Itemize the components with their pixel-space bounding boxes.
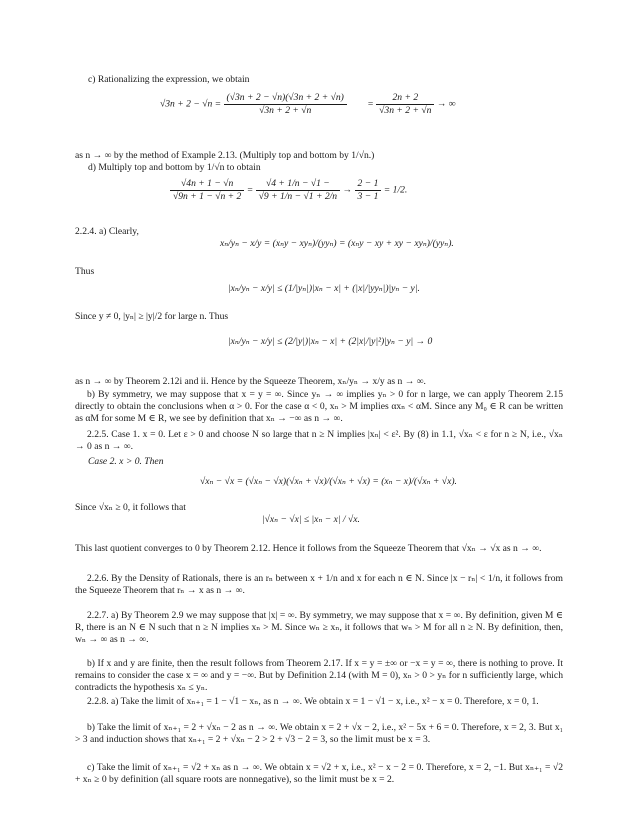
part-c-right-fraction: $\frac{2n + 2}{√3n + 2 + √n}$	[376, 92, 434, 117]
exercise-2-2-7-part-a: 2.2.7. a) By Theorem 2.9 we may suppose that |x| = ∞. By symmetry, we may suppose that x = ∞. By definition, given M ∈ R, there is an N ∈ N such that n ≥ N implies xₙ > M. Since wₙ ≥ xₙ, it follows that wₙ > M for all n ≥ N. By definition, then, wₙ → ∞ as n → ∞.	[75, 610, 563, 645]
part-d-intro: d) Multiply top and bottom by 1/√n to obtain	[88, 162, 261, 173]
part-c-middle-fraction: $\frac{(√3n + 2 - √n)(√3n + 2 + √n)}{√3n + 2 + √n}$	[224, 92, 347, 117]
exercise-2-2-5-case1: 2.2.5. Case 1. x = 0. Let ε > 0 and choose N so large that n ≥ N implies |xₙ| < ε². By (8) in 1.1, √xₙ < ε for n ≥ N, i.e., √xₙ → 0 as n → ∞.	[75, 429, 563, 452]
exercise-2-2-4-part-b: b) By symmetry, we may suppose that x = y = ∞. Since yₙ → ∞ implies yₙ > 0 for n large, we can apply Theorem 2.15 directly to obtain the conclusions when α > 0. For the case α < 0, xₙ > M implies αxₙ < αM. Since any M₀ ∈ R can be written as αM for some M ∈ R, we see by definition that xₙ → −∞ as n → ∞.	[75, 389, 563, 424]
part-c-after: as n → ∞ by the method of Example 2.13. (Multiply top and bottom by 1/√n.)	[75, 150, 375, 161]
exercise-2-2-8-part-c: c) Take the limit of xₙ₊₁ = √2 + xₙ as n → ∞. We obtain x = √2 + x, i.e., x² − x − 2 = 0. Therefore, x = 2, −1. But xₙ₊₁ = √2 + xₙ ≥ 0 by definition (all square roots are nonnegative), so the limit must be x = 2.	[75, 762, 563, 785]
part-d-right-fraction: $\frac{2 - 1}{3 - 1}$	[355, 178, 382, 203]
exercise-2-2-6: 2.2.6. By the Density of Rationals, there is an rₙ between x + 1/n and x for each n ∈ N. Since |x − rₙ| < 1/n, it follows from the Squeeze Theorem that rₙ → x as n → ∞.	[75, 573, 563, 596]
part-c-lhs: √3n + 2 − √n =	[160, 98, 222, 110]
exercise-2-2-8-part-a: 2.2.8. a) Take the limit of xₙ₊₁ = 1 − √1 − xₙ, as n → ∞. We obtain x = 1 − √1 − x, i.e., x² − x = 0. Therefore, x = 0, 1.	[87, 696, 539, 707]
exercise-2-2-4-eq1: xₙ/yₙ − x/y = (xₙy − xyₙ)/(yyₙ) = (xₙy − xy + xy − xyₙ)/(yyₙ).	[220, 238, 454, 249]
exercise-2-2-4-eq3: |xₙ/yₙ − x/y| ≤ (2/|y|)|xₙ − x| + (2|x|/|y|²)|yₙ − y| → 0	[228, 336, 433, 347]
part-c-limit: → ∞	[436, 98, 456, 110]
exercise-2-2-5-eq2: |√xₙ − √x| ≤ |xₙ − x| / √x.	[262, 514, 360, 525]
part-d-equation: $\frac{√4n + 1 - √n}{√9n + 1 - √n + 2}$ = $\frac{√4 + 1/n - √1 -}{√9 + 1/n - √1 + 2/n}$ → $\frac{2 - 1}{3 - 1}$ = 1/2.	[170, 178, 407, 203]
part-d-limit: = 1/2.	[383, 184, 408, 196]
part-d-middle-fraction: $\frac{√4 + 1/n - √1 -}{√9 + 1/n - √1 + 2/n}$	[256, 178, 340, 203]
exercise-2-2-5-since: Since √xₙ ≥ 0, it follows that	[75, 502, 186, 513]
exercise-2-2-5-conclusion: This last quotient converges to 0 by Theorem 2.12. Hence it follows from the Squeeze Theorem that √xₙ → √x as n → ∞.	[75, 543, 542, 554]
part-c-equation: √3n + 2 − √n = $\frac{(√3n + 2 - √n)(√3n + 2 + √n)}{√3n + 2 + √n}$ = $\frac{2n + 2}{√3n + 2 + √n}$ → ∞	[160, 92, 456, 116]
exercise-2-2-4-after: as n → ∞ by Theorem 2.12i and ii. Hence by the Squeeze Theorem, xₙ/yₙ → x/y as n → ∞.	[75, 376, 426, 387]
exercise-2-2-4-heading: 2.2.4. a) Clearly,	[75, 226, 139, 237]
exercise-2-2-7-part-b: b) If x and y are finite, then the result follows from Theorem 2.17. If x = y = ±∞ or −x = y = ∞, there is nothing to prove. It remains to consider the case x = ∞ and y = −∞. But by Definition 2.14 (with M = 0), xₙ > 0 > yₙ for n sufficiently large, which contradicts the hypothesis xₙ ≤ yₙ.	[75, 658, 563, 693]
exercise-2-2-4-eq2: |xₙ/yₙ − x/y| ≤ (1/|yₙ|)|xₙ − x| + (|x|/|yyₙ|)|yₙ − y|.	[228, 283, 420, 294]
exercise-2-2-4-since: Since y ≠ 0, |yₙ| ≥ |y|/2 for large n. Thus	[75, 311, 229, 322]
exercise-2-2-4-thus: Thus	[75, 266, 95, 277]
exercise-2-2-5-eq1: √xₙ − √x = (√xₙ − √x)(√xₙ + √x)/(√xₙ + √x) = (xₙ − x)/(√xₙ + √x).	[200, 476, 457, 487]
exercise-2-2-5-case2: Case 2. x > 0. Then	[88, 456, 164, 467]
exercise-2-2-8-part-b: b) Take the limit of xₙ₊₁ = 2 + √xₙ − 2 as n → ∞. We obtain x = 2 + √x − 2, i.e., x² − 5x + 6 = 0. Therefore, x = 2, 3. But x₁ > 3 and induction shows that xₙ₊₁ = 2 + √xₙ − 2 > 2 + √3 − 2 = 3, so the limit must be x = 3.	[75, 722, 563, 745]
part-d-left-fraction: $\frac{√4n + 1 - √n}{√9n + 1 - √n + 2}$	[170, 178, 244, 203]
part-c-intro: c) Rationalizing the expression, we obtain	[88, 74, 250, 85]
